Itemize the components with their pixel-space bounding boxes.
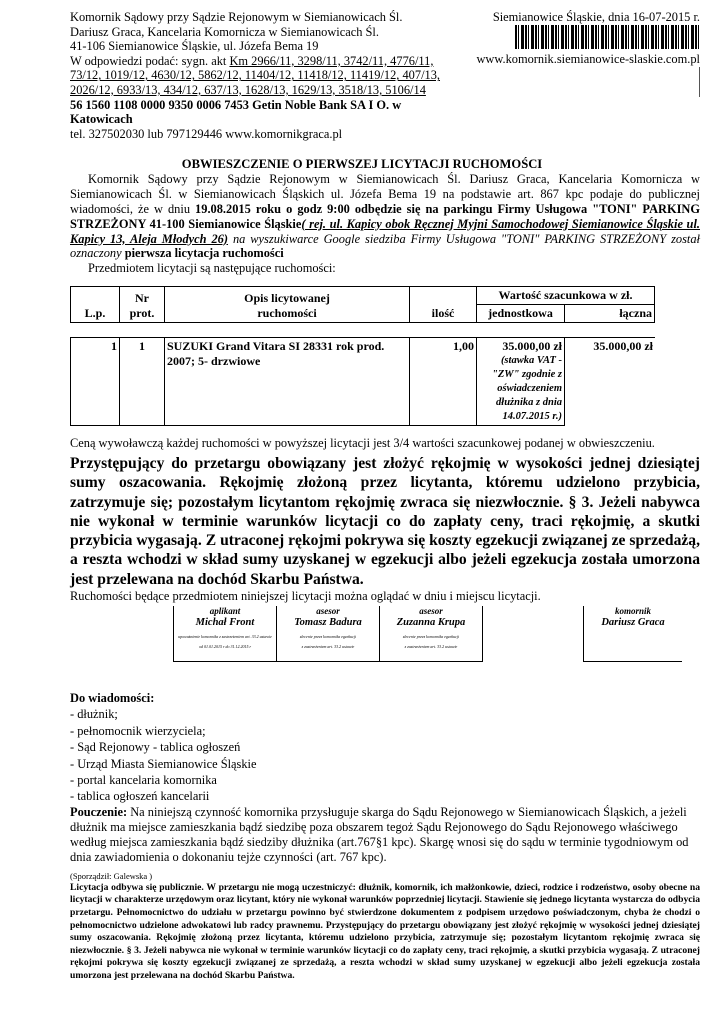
header-line: 41-106 Siemianowice Śląskie, ul. Józefa Bema 19 [70,39,319,54]
case-numbers: Km 2966/11, 3298/11, 3742/11, 4776/11, 73/12, 1019/12, 4630/12, 5862/12, 11404/12, 11418/12, 11419/12, 407/13, 2026/12, 6933/13, 434/12, 637/13, 1628/13, 1629/13, 3518/13, 5106/14 [70,53,440,97]
signatures-row [70,606,700,666]
barcode [515,25,700,49]
table-header [70,286,655,323]
col-opis: Opis licytowanej ruchomości [165,286,410,322]
distribution-list [70,690,700,865]
cell-nr: 1 [120,337,165,425]
signature-asesor-badura: asesor Tomasz Badura zlecenie przez komornika egzekucji z zastrzeżeniem art. 33.2 ustawie [276,606,379,662]
signature-komornik: komornik Dariusz Graca [583,606,682,662]
auction-rules: Licytacja odbywa się publicznie. W przetargu nie mogą uczestniczyć: dłużnik, komornik, ich małżonkowie, dzieci, rodzice i rodzeństwo, osoby obecne na licytacji w charakterze urzędowym oraz licytant, który nie wykonał warunków poprzedniej licytacji. Stawienie się jednego licytanta wystarcza do odbycia przetargu. Pełnomocnictwo do udziału w przetargu powinno być stwierdzone dokumentem z podpisem urzędowo poświadczonym, chyba że chodzi o pełnomocnictwo udzielone adwokatowi lub radcy prawnemu. Przystępujący do przetargu obowiązany jest złożyć rękojmię w wysokości jednej dziesiątej sumy oszacowania. Rękojmię złożoną przez licytanta, któremu udzielono przybicia, zatrzymuje się; pozostałym licytantom rękojmię zwraca się niezwłocznie. § 3. Jeżeli nabywca nie wykonał w terminie warunków licytacji co do zapłaty ceny, traci rękojmię, a skutki przybicia wygasają. Z utraconej rękojmi pokrywa się koszty egzekucji związanej ze sprzedażą, a reszta wchodzi w skład sumy uzyskanej w egzekucji albo jeżeli egzekucja została umorzona jest przelewana na dochód Skarbu Państwa. [70,881,700,981]
intro-paragraph [70,172,700,261]
website: www.komornik.siemianowice-slaskie.com.pl [476,52,700,67]
list-item: - tablica ogłoszeń kancelarii [70,789,210,804]
date-block [455,10,700,97]
margin-line [699,67,700,97]
contact-info: tel. 327502030 lub 797129446 www.komornikgraca.pl [70,126,343,141]
viewing-note: Ruchomości będące przedmiotem niniejszej licytacji można oglądać w dniu i miejscu licytacji. [70,589,541,603]
cell-laczna: 35.000,00 zł [565,337,656,425]
auction-location: ( rej. ul. Kapicy obok Ręcznej Myjni Samochodowej Siemianowice Śląskie ul. Kapicy 13, Aleja Młodych 26) [70,216,700,246]
col-ilosc: ilość [410,286,477,322]
google-note: na wyszukiwarce Google siedziba Firmy Usługowa "TONI" PARKING STRZEŻONY został oznaczony [70,231,701,261]
prepared-by: (Sporządził: Galewska ) [70,870,153,881]
intro-text: Komornik Sądowy przy Sądzie Rejonowym w Siemianowicach Śl. Dariusz Graca, Kancelaria Komornicza w Siemianowicach Śl. w Siemianowicach Śląskich ul. Józefa Bema 19 na podstawie art. 867 kpc podaje do publicznej wiadomości, że w dniu [70,172,700,216]
list-item: - Urząd Miasta Siemianowice Śląskie [70,756,257,771]
cell-opis: SUZUKI Grand Vitara SI 28331 rok prod. 2007; 5- drzwiowe [165,337,410,425]
col-lp: L.p. [71,286,120,322]
instruction: Pouczenie: Na niniejszą czynność komornika przysługuje skarga do Sądu Rejonowego w Siemianowicach Śląskich, a jeżeli dłużnik ma miejsce zamieszkania bądź siedzibę poza obszarem tegoż Sądu Rejonowego do Sądu Rejonowego właściwego według miejsca zamieszkania bądź siedziby dłużnika (art.767§1 kpc). Skargę wnosi się do sądu w terminie tygodniowym od dnia zawiadomienia o dokonaniu tejże czynności (art. 767 kpc). [70,804,689,864]
signature-aplikant: aplikant Michał Front upoważnienie komornika z zastrzeżeniem art. 33.2 ustawie od 01.01.2015 r do 31.12.2015 r [173,606,276,662]
reference-label: W odpowiedzi podać: sygn. akt [70,53,230,68]
deposit-paragraph: Przystępujący do przetargu obowiązany jest złożyć rękojmię w wysokości jednej dziesiątej sumy oszacowania. Rękojmię złożoną przez licytanta, któremu udzielono przybicia, zatrzymuje się; pozostałym licytantom rękojmię zwraca się niezwłocznie. § 3. Jeżeli nabywca nie wykonał w terminie warunków licytacji co do zapłaty ceny, traci rękojmię, a skutki przybicia wygasają. Z utraconej rękojmi pokrywa się koszty egzekucji związanej ze sprzedażą, a reszta wchodzi w skład sumy uzyskanej w egzekucji albo jeżeli egzekucja została umorzona jest przelewana na dochód Skarbu Państwa. [70,454,700,588]
table-row [71,337,656,425]
cell-lp: 1 [71,337,120,425]
first-auction: pierwsza licytacja ruchomości [124,246,284,261]
document-date: Siemianowice Śląskie, dnia 16-07-2015 r. [492,10,700,24]
list-item: - pełnomocnik wierzyciela; [70,723,206,738]
header-line: Komornik Sądowy przy Sądzie Rejonowym w Siemianowicach Śl. [70,10,403,24]
list-item: - portal kancelaria komornika [70,773,217,788]
notice-body [70,172,700,276]
case-reference [70,54,445,98]
distribution-title: Do wiadomości: [70,691,155,705]
bank-account: 56 1560 1108 0000 9350 0006 7453 Getin Noble Bank SA I O. w Katowicach [70,97,402,127]
col-nr: Nr prot. [120,286,165,322]
cell-ilosc: 1,00 [410,337,477,425]
col-laczna: łączna [565,304,655,322]
price-note: Ceną wywoławczą każdej ruchomości w powyższej licytacji jest 3/4 wartości szacunkowej podanej w obwieszczeniu. [70,435,655,450]
list-item: - Sąd Rejonowy - tablica ogłoszeń [70,740,241,755]
top-row [70,10,700,141]
cell-jedn: 35.000,00 zł (stawka VAT -"ZW" zgodnie z oświadczeniem dłużnika z dnia 14.07.2015 r.) [477,337,565,425]
signature-asesor-krupa: asesor Zuzanna Krupa zlecenie przez komornika egzekucji z zastrzeżeniem art. 33.2 ustawie [379,606,483,662]
notice-title: OBWIESZCZENIE O PIERWSZEJ LICYTACJI RUCHOMOŚCI [181,157,543,172]
header-line: Dariusz Graca, Kancelaria Komornicza w Siemianowicach Śl. [70,24,379,39]
col-wartosc: Wartość szacunkowa w zł. [477,286,655,304]
bailiff-header [70,10,445,141]
col-jedn: jednostkowa [477,304,565,322]
auction-date-place: 19.08.2015 roku o godz 9:00 odbędzie się na parkingu Firmy Usługowa "TONI" PARKING STRZEŻONY 41-100 Siemianowice Śląskie [70,201,701,231]
vat-note: (stawka VAT -"ZW" zgodnie z oświadczeniem dłużnika z dnia 14.07.2015 r.) [492,354,562,422]
items-intro: Przedmiotem licytacji są następujące ruchomości: [88,261,336,276]
items-table [70,337,655,426]
list-item: - dłużnik; [70,707,118,722]
